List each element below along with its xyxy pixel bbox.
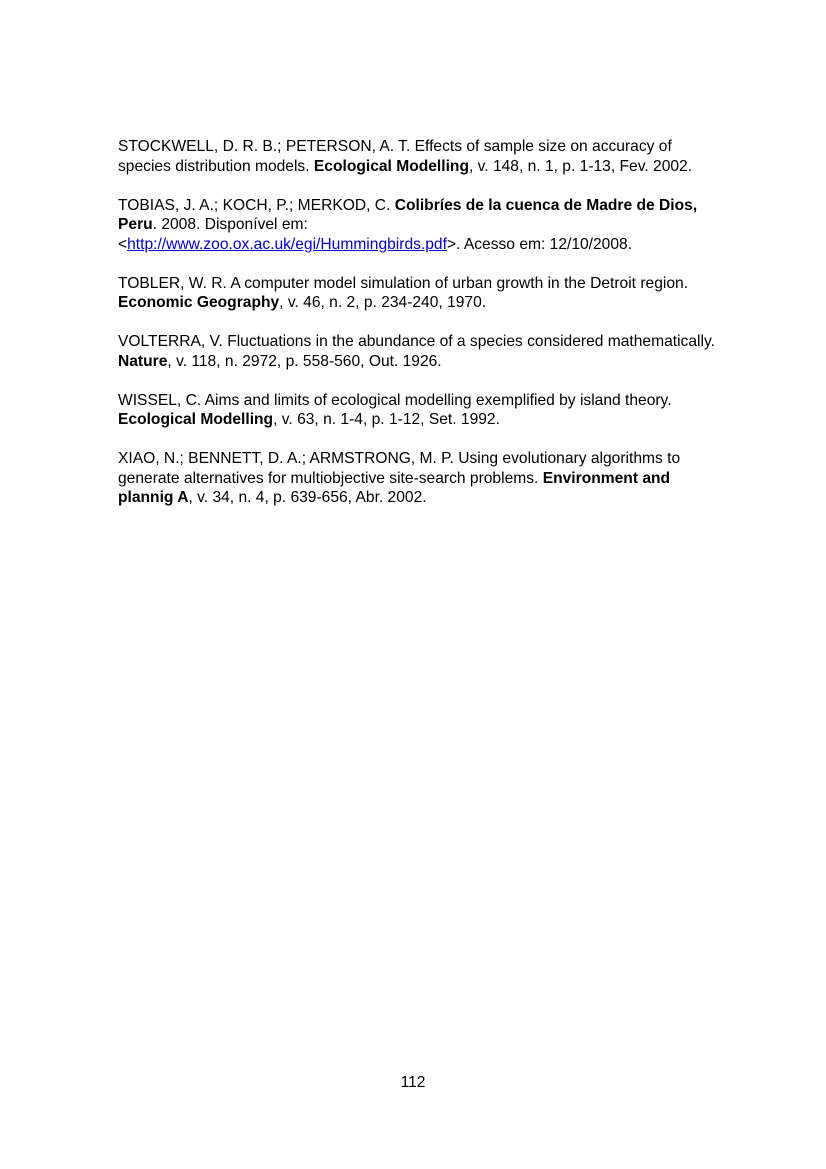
reference-details: , v. 148, n. 1, p. 1-13, Fev. 2002. <box>468 157 693 175</box>
reference-authors-text: TOBIAS, J. A.; KOCH, P.; MERKOD, C. <box>118 196 395 214</box>
reference-authors-text: WISSEL, C. Aims and limits of ecological modelling exemplified by island theory. <box>118 391 672 409</box>
reference-wissel <box>118 391 718 430</box>
reference-details: , v. 118, n. 2972, p. 558-560, Out. 1926. <box>167 352 442 370</box>
reference-access-date: >. Acesso em: 12/10/2008. <box>446 235 633 253</box>
link-open-bracket: < <box>118 235 128 253</box>
reference-authors-text: VOLTERRA, V. Fluctuations in the abundance of a species considered mathematically. <box>118 333 715 350</box>
reference-details: . 2008. Disponível em: <box>152 216 308 233</box>
reference-journal-title: Ecological Modelling <box>118 411 274 428</box>
page-number: 112 <box>400 1074 426 1091</box>
reference-details: , v. 46, n. 2, p. 234-240, 1970. <box>279 294 487 311</box>
reference-work-title: Colibríes de la cuenca de Madre de Dios, Peru <box>118 196 698 233</box>
reference-journal-title: Nature <box>118 352 168 370</box>
reference-list <box>118 137 718 527</box>
reference-stockwell <box>118 137 718 176</box>
reference-tobler <box>118 274 718 313</box>
reference-xiao <box>118 449 718 508</box>
reference-authors-text: STOCKWELL, D. R. B.; PETERSON, A. T. Effects of sample size on accuracy of species distribution models. <box>118 138 672 175</box>
reference-volterra <box>118 332 718 371</box>
reference-details: , v. 63, n. 1-4, p. 1-12, Set. 1992. <box>273 411 500 428</box>
reference-journal-title: Economic Geography <box>118 294 280 311</box>
reference-journal-title: Environment and plannig A <box>118 469 671 506</box>
reference-tobias <box>118 196 718 255</box>
reference-journal-title: Ecological Modelling <box>313 157 469 175</box>
reference-details: , v. 34, n. 4, p. 639-656, Abr. 2002. <box>188 489 427 506</box>
reference-authors-text: XIAO, N.; BENNETT, D. A.; ARMSTRONG, M. P. Using evolutionary algorithms to generate alternatives for multiobjective site-search problems. <box>118 450 681 487</box>
reference-authors-text: TOBLER, W. R. A computer model simulation of urban growth in the Detroit region. <box>118 274 689 292</box>
reference-url-link[interactable]: http://www.zoo.ox.ac.uk/egi/Hummingbirds.pdf <box>127 235 447 253</box>
